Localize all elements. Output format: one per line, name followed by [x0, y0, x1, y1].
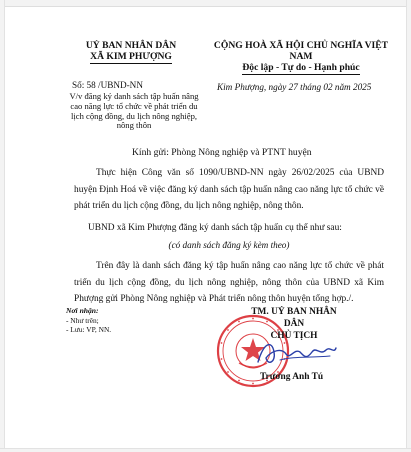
window-top-edge [0, 0, 411, 7]
paragraph-registration: UBND xã Kim Phượng đăng ký danh sách tập huấn cụ thể như sau: [88, 223, 342, 233]
paragraph-reference: Thực hiện Công văn số 1090/UBND-NN ngày 26/02/2025 của UBND huyện Định Hoá về việc đăng ký danh sách tập huấn nâng cao năng lực tổ chức về phát triển du lịch cộng đồng, du lịch nông nghiệp, nông thôn. [74, 168, 384, 211]
recipient-item: - Lưu: VP, NN. [66, 325, 112, 334]
org-name-line1: UỶ BAN NHÂN DÂN [85, 40, 177, 51]
national-heading [204, 40, 398, 75]
recipients-title: Nơi nhận: [66, 306, 99, 315]
document-page [12, 10, 398, 440]
signer-name: Trương Anh Tú [260, 372, 324, 382]
signature-title: CHỦ TỊCH [270, 331, 318, 341]
window-bottom-edge [0, 448, 411, 452]
national-title: CỘNG HOÀ XÃ HỘI CHỦ NGHĨA VIỆT NAM [213, 40, 389, 62]
signature-org-line: TM. UỶ BAN NHÂN DÂN [251, 307, 337, 329]
signature-organization [244, 306, 344, 342]
window-left-edge [0, 0, 5, 452]
attachment-note: (có danh sách đăng ký kèm theo) [168, 240, 290, 250]
recipient-line: Kính gửi: Phòng Nông nghiệp và PTNT huyện [132, 147, 312, 158]
document-subject: V/v đăng ký danh sách tập huấn nâng cao năng lực tổ chức về phát triển du lịch cộng đồng, du lịch nông nghiệp, nông thôn [69, 91, 199, 131]
document-number: Số: 58 /UBND-NN [72, 80, 143, 90]
recipient-item: - Như trên; [66, 316, 99, 325]
issuing-organization [66, 40, 196, 64]
recipients-list [66, 316, 111, 334]
paragraph-conclusion: Trên đây là danh sách đăng ký tập huấn nâng cao năng lực tổ chức về phát triển du lịch cộng đồng, du lịch nông nghiệp, nông thôn của UBND xã Kim Phượng gửi Phòng Nông nghiệp và Phát triển nông thôn huyện tổng hợp./. [74, 261, 384, 304]
org-name-line2: XÃ KIM PHƯỢNG [90, 51, 172, 62]
document-date: Kim Phượng, ngày 27 tháng 02 năm 2025 [217, 82, 372, 92]
window-right-edge [406, 0, 411, 452]
national-motto: Độc lập - Tự do - Hạnh phúc [242, 62, 360, 73]
